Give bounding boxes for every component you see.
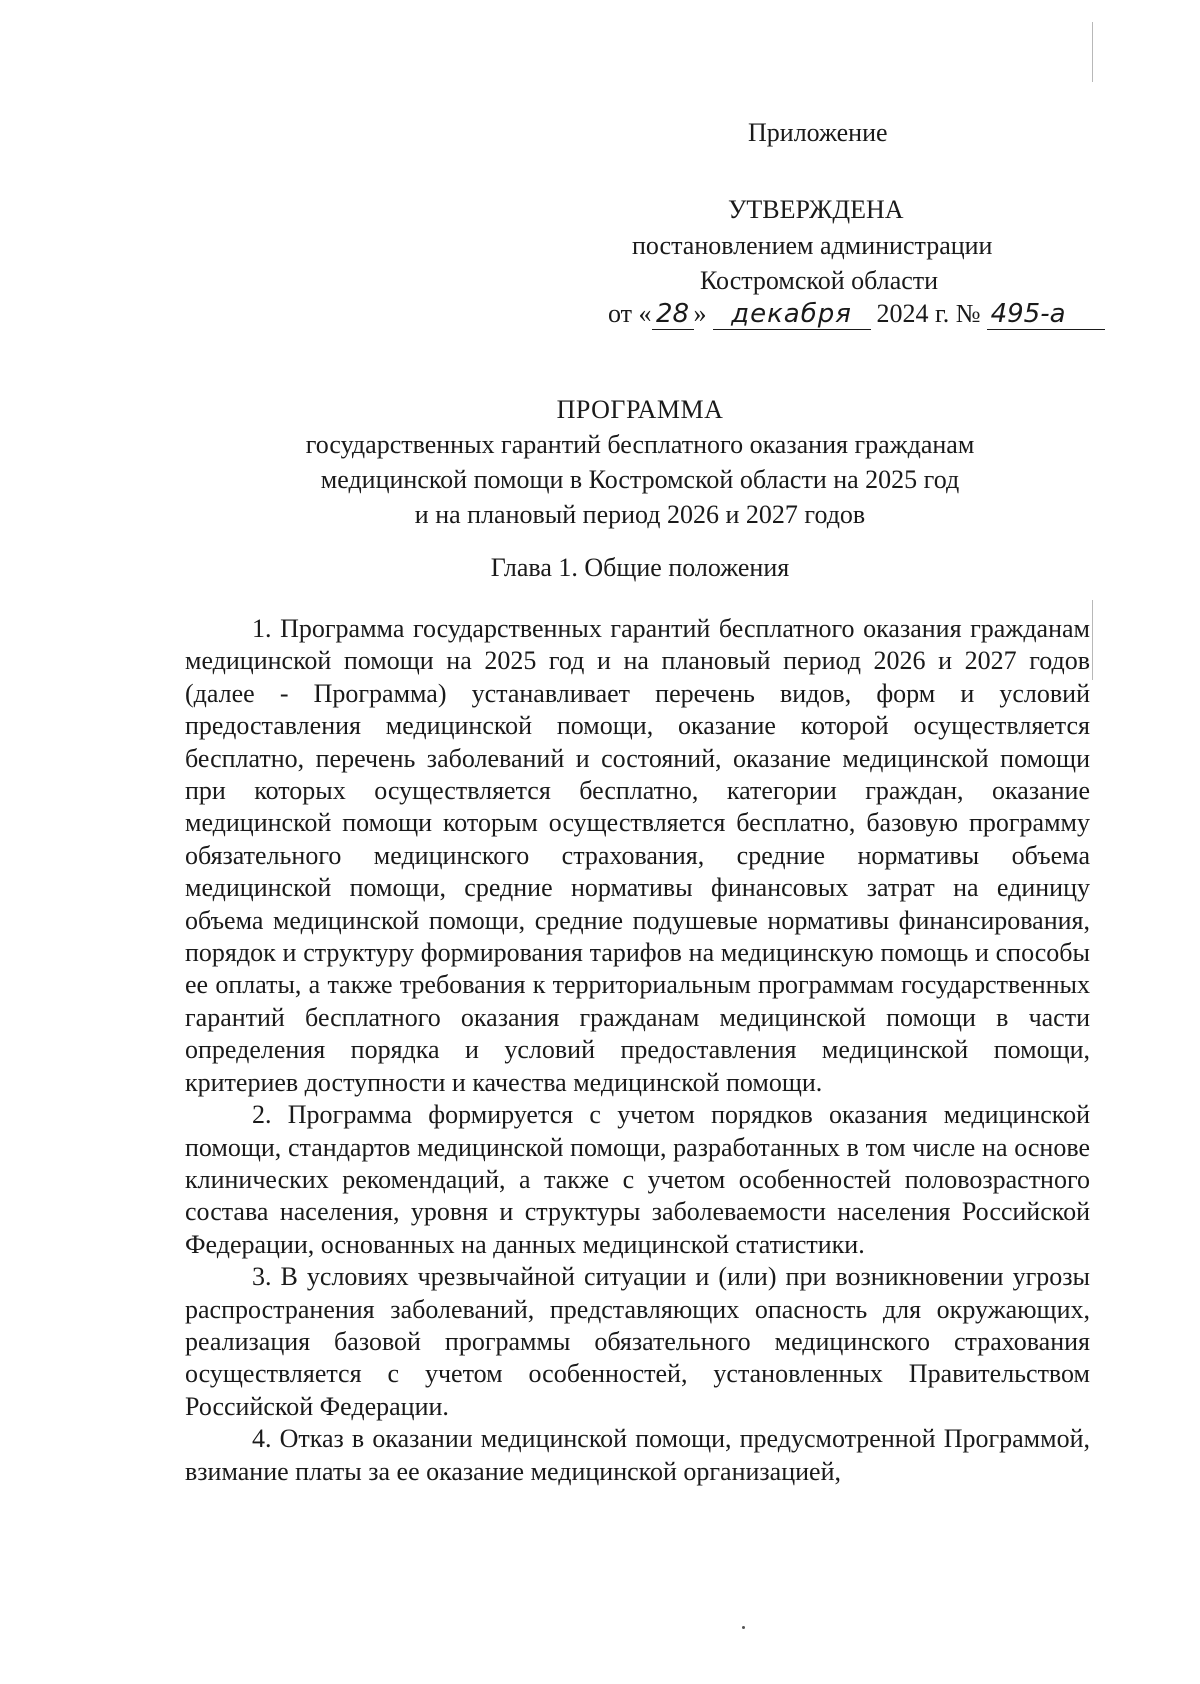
paragraph-1: 1. Программа государственных гарантий бесплатного оказания гражданам медицинской помощи на 2025 год и на плановый период 2026 и 2027 годов (далее - Программа) устанавливает перечень видов, форм и условий предоставления медицинской помощи, оказание которой осуществляется бесплатно, перечень заболеваний и состояний, оказание медицинской помощи при которых осуществляется бесплатно, категории граждан, оказание медицинской помощи которым осуществляется бесплатно, базовую программу обязательного медицинского страхования, средние нормативы объема медицинской помощи, средние нормативы финансовых затрат на единицу объема медицинской помощи, средние подушевые нормативы финансирования, порядок и структуру формирования тарифов на медицинскую помощь и способы ее оплаты, а также требования к территориальным программам государственных гарантий бесплатного оказания гражданам медицинской помощи в части определения порядка и условий предоставления медицинской помощи, критериев доступности и качества медицинской помощи. xyxy=(185,614,1090,1097)
scan-dot xyxy=(742,1626,745,1629)
handwritten-doc-number: 495-а xyxy=(987,299,1105,330)
handwritten-day: 28 xyxy=(652,299,694,330)
scan-edge-mark-top xyxy=(1092,22,1093,82)
scan-edge-mark-mid xyxy=(1092,600,1093,680)
program-title: ПРОГРАММА xyxy=(556,395,724,424)
handwritten-month: декабря xyxy=(713,299,871,330)
approved-by-text: постановлением администрации xyxy=(632,231,993,260)
body-text xyxy=(185,613,1090,1488)
paragraph-3: 3. В условиях чрезвычайной ситуации и (или) при возникновении угрозы распространения заболеваний, представляющих опасность для окружающих, реализация базовой программы обязательного медицинского страхования осуществляется с учетом особенностей, установленных Правительством Российской Федерации. xyxy=(185,1262,1090,1421)
appendix-label: Приложение xyxy=(748,118,888,147)
program-subtitle-line-2: медицинской помощи в Костромской области на 2025 год xyxy=(320,465,960,494)
program-title-block xyxy=(180,392,1100,532)
approved-label: УТВЕРЖДЕНА xyxy=(728,195,904,224)
date-year: 2024 г. № xyxy=(876,299,981,328)
approved-region-text: Костромской области xyxy=(700,266,939,295)
date-prefix: от « xyxy=(608,299,652,328)
program-subtitle-line-1: государственных гарантий бесплатного оказания гражданам xyxy=(305,430,975,459)
paragraph-4: 4. Отказ в оказании медицинской помощи, предусмотренной Программой, взимание платы за ее оказание медицинской организацией, xyxy=(185,1424,1090,1486)
approval-date-line xyxy=(608,299,1105,330)
chapter-heading: Глава 1. Общие положения xyxy=(490,553,790,582)
program-subtitle-line-3: и на плановый период 2026 и 2027 годов xyxy=(414,500,866,529)
paragraph-2: 2. Программа формируется с учетом порядков оказания медицинской помощи, стандартов медицинской помощи, разработанных в том числе на основе клинических рекомендаций, а также с учетом особенностей половозрастного состава населения, уровня и структуры заболеваемости населения Российской Федерации, основанных на данных медицинской статистики. xyxy=(185,1100,1090,1259)
date-mid: » xyxy=(693,299,707,328)
